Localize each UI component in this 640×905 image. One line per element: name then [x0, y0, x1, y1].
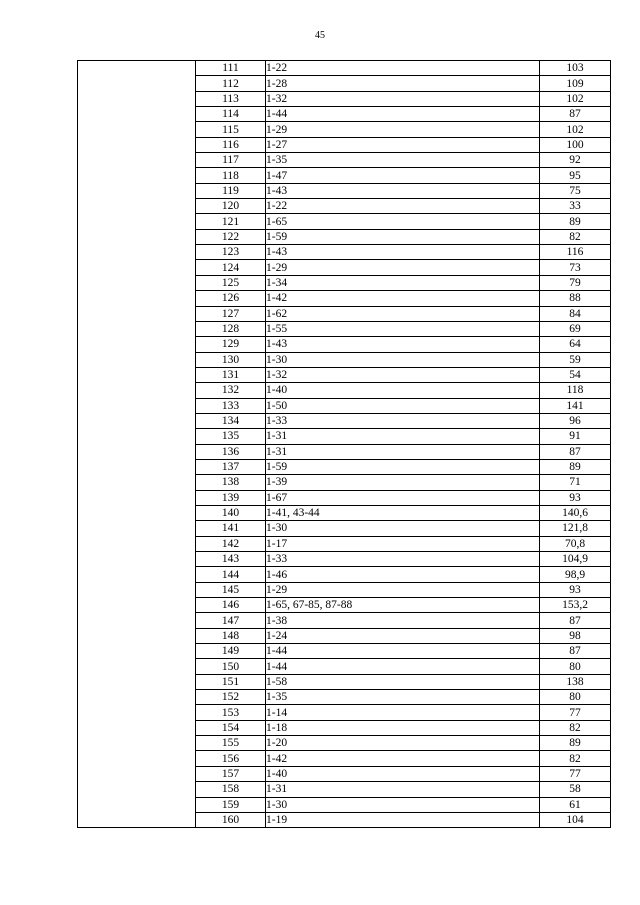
row-number-cell: 122: [196, 229, 266, 244]
sheet-range-cell: 1-29: [266, 260, 540, 275]
row-number-cell: 132: [196, 383, 266, 398]
sheet-range-cell: 1-39: [266, 475, 540, 490]
row-number-cell: 158: [196, 782, 266, 797]
value-cell: 59: [540, 352, 611, 367]
value-cell: 138: [540, 674, 611, 689]
sheet-range-cell: 1-44: [266, 107, 540, 122]
sheet-range-cell: 1-65, 67-85, 87-88: [266, 598, 540, 613]
sheet-range-cell: 1-40: [266, 766, 540, 781]
value-cell: 93: [540, 582, 611, 597]
row-number-cell: 150: [196, 659, 266, 674]
row-number-cell: 154: [196, 720, 266, 735]
value-cell: 82: [540, 751, 611, 766]
row-number-cell: 138: [196, 475, 266, 490]
value-cell: 93: [540, 490, 611, 505]
row-number-cell: 119: [196, 183, 266, 198]
row-number-cell: 131: [196, 367, 266, 382]
value-cell: 91: [540, 429, 611, 444]
row-number-cell: 134: [196, 413, 266, 428]
row-number-cell: 121: [196, 214, 266, 229]
sheet-range-cell: 1-59: [266, 229, 540, 244]
row-number-cell: 139: [196, 490, 266, 505]
value-cell: 98,9: [540, 567, 611, 582]
value-cell: 87: [540, 444, 611, 459]
sheet-range-cell: 1-20: [266, 736, 540, 751]
sheet-range-cell: 1-42: [266, 291, 540, 306]
sheet-range-cell: 1-62: [266, 306, 540, 321]
sheet-range-cell: 1-44: [266, 659, 540, 674]
row-number-cell: 117: [196, 153, 266, 168]
sheet-range-cell: 1-14: [266, 705, 540, 720]
row-number-cell: 113: [196, 91, 266, 106]
sheet-range-cell: 1-44: [266, 644, 540, 659]
value-cell: 109: [540, 76, 611, 91]
sheet-range-cell: 1-18: [266, 720, 540, 735]
row-number-cell: 120: [196, 199, 266, 214]
row-number-cell: 148: [196, 628, 266, 643]
value-cell: 77: [540, 705, 611, 720]
row-number-cell: 157: [196, 766, 266, 781]
row-number-cell: 155: [196, 736, 266, 751]
group-cell: [78, 61, 196, 828]
value-cell: 118: [540, 383, 611, 398]
sheet-range-cell: 1-31: [266, 782, 540, 797]
value-cell: 103: [540, 61, 611, 76]
row-number-cell: 151: [196, 674, 266, 689]
value-cell: 82: [540, 720, 611, 735]
sheet-range-cell: 1-47: [266, 168, 540, 183]
value-cell: 75: [540, 183, 611, 198]
sheet-range-cell: 1-24: [266, 628, 540, 643]
row-number-cell: 140: [196, 505, 266, 520]
sheet-range-cell: 1-29: [266, 582, 540, 597]
value-cell: 95: [540, 168, 611, 183]
row-number-cell: 124: [196, 260, 266, 275]
sheet-range-cell: 1-46: [266, 567, 540, 582]
sheet-range-cell: 1-50: [266, 398, 540, 413]
sheet-range-cell: 1-29: [266, 122, 540, 137]
sheet-range-cell: 1-17: [266, 536, 540, 551]
row-number-cell: 144: [196, 567, 266, 582]
value-cell: 140,6: [540, 505, 611, 520]
sheet-range-cell: 1-43: [266, 183, 540, 198]
value-cell: 54: [540, 367, 611, 382]
row-number-cell: 130: [196, 352, 266, 367]
value-cell: 96: [540, 413, 611, 428]
sheet-range-cell: 1-38: [266, 613, 540, 628]
sheet-range-cell: 1-41, 43-44: [266, 505, 540, 520]
sheet-range-cell: 1-31: [266, 429, 540, 444]
row-number-cell: 111: [196, 61, 266, 76]
value-cell: 98: [540, 628, 611, 643]
value-cell: 70,8: [540, 536, 611, 551]
row-number-cell: 114: [196, 107, 266, 122]
value-cell: 89: [540, 214, 611, 229]
row-number-cell: 123: [196, 245, 266, 260]
row-number-cell: 142: [196, 536, 266, 551]
value-cell: 80: [540, 659, 611, 674]
row-number-cell: 156: [196, 751, 266, 766]
sheet-range-cell: 1-31: [266, 444, 540, 459]
page-number: 45: [315, 30, 325, 41]
sheet-range-cell: 1-28: [266, 76, 540, 91]
sheet-range-cell: 1-43: [266, 337, 540, 352]
sheet-range-cell: 1-33: [266, 413, 540, 428]
row-number-cell: 153: [196, 705, 266, 720]
row-number-cell: 160: [196, 812, 266, 827]
value-cell: 71: [540, 475, 611, 490]
value-cell: 64: [540, 337, 611, 352]
row-number-cell: 143: [196, 552, 266, 567]
sheet-range-cell: 1-22: [266, 61, 540, 76]
row-number-cell: 129: [196, 337, 266, 352]
value-cell: 141: [540, 398, 611, 413]
sheet-range-cell: 1-32: [266, 367, 540, 382]
sheet-range-cell: 1-27: [266, 137, 540, 152]
value-cell: 87: [540, 644, 611, 659]
value-cell: 104,9: [540, 552, 611, 567]
row-number-cell: 133: [196, 398, 266, 413]
value-cell: 100: [540, 137, 611, 152]
sheet-range-cell: 1-40: [266, 383, 540, 398]
row-number-cell: 135: [196, 429, 266, 444]
row-number-cell: 147: [196, 613, 266, 628]
row-number-cell: 145: [196, 582, 266, 597]
sheet-range-cell: 1-30: [266, 352, 540, 367]
row-number-cell: 112: [196, 76, 266, 91]
table-row: [78, 61, 611, 76]
row-number-cell: 136: [196, 444, 266, 459]
value-cell: 73: [540, 260, 611, 275]
row-number-cell: 118: [196, 168, 266, 183]
sheet-range-cell: 1-30: [266, 797, 540, 812]
value-cell: 80: [540, 690, 611, 705]
sheet-range-cell: 1-42: [266, 751, 540, 766]
value-cell: 69: [540, 321, 611, 336]
value-cell: 92: [540, 153, 611, 168]
value-cell: 104: [540, 812, 611, 827]
data-table: [77, 60, 611, 828]
sheet-range-cell: 1-35: [266, 153, 540, 168]
row-number-cell: 115: [196, 122, 266, 137]
value-cell: 153,2: [540, 598, 611, 613]
sheet-range-cell: 1-32: [266, 91, 540, 106]
value-cell: 77: [540, 766, 611, 781]
sheet-range-cell: 1-34: [266, 275, 540, 290]
sheet-range-cell: 1-67: [266, 490, 540, 505]
value-cell: 84: [540, 306, 611, 321]
value-cell: 121,8: [540, 521, 611, 536]
sheet-range-cell: 1-58: [266, 674, 540, 689]
sheet-range-cell: 1-59: [266, 459, 540, 474]
row-number-cell: 128: [196, 321, 266, 336]
row-number-cell: 159: [196, 797, 266, 812]
table-body: [78, 61, 611, 828]
row-number-cell: 141: [196, 521, 266, 536]
row-number-cell: 146: [196, 598, 266, 613]
value-cell: 87: [540, 107, 611, 122]
row-number-cell: 149: [196, 644, 266, 659]
sheet-range-cell: 1-43: [266, 245, 540, 260]
sheet-range-cell: 1-55: [266, 321, 540, 336]
sheet-range-cell: 1-19: [266, 812, 540, 827]
value-cell: 58: [540, 782, 611, 797]
value-cell: 102: [540, 122, 611, 137]
value-cell: 79: [540, 275, 611, 290]
value-cell: 87: [540, 613, 611, 628]
sheet-range-cell: 1-35: [266, 690, 540, 705]
row-number-cell: 137: [196, 459, 266, 474]
sheet-range-cell: 1-22: [266, 199, 540, 214]
sheet-range-cell: 1-65: [266, 214, 540, 229]
row-number-cell: 127: [196, 306, 266, 321]
value-cell: 88: [540, 291, 611, 306]
row-number-cell: 116: [196, 137, 266, 152]
value-cell: 102: [540, 91, 611, 106]
value-cell: 61: [540, 797, 611, 812]
value-cell: 82: [540, 229, 611, 244]
value-cell: 33: [540, 199, 611, 214]
row-number-cell: 125: [196, 275, 266, 290]
row-number-cell: 126: [196, 291, 266, 306]
sheet-range-cell: 1-33: [266, 552, 540, 567]
row-number-cell: 152: [196, 690, 266, 705]
value-cell: 116: [540, 245, 611, 260]
value-cell: 89: [540, 459, 611, 474]
value-cell: 89: [540, 736, 611, 751]
sheet-range-cell: 1-30: [266, 521, 540, 536]
